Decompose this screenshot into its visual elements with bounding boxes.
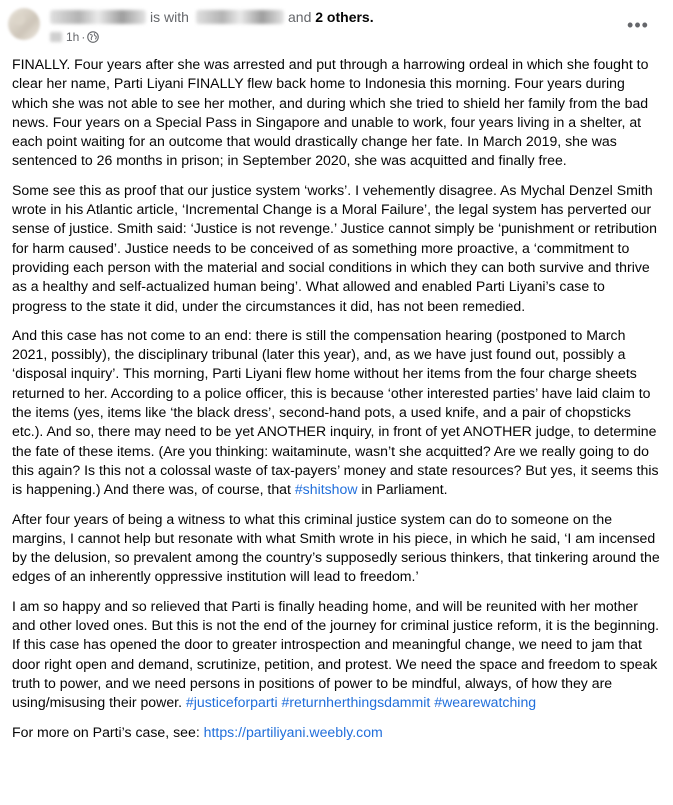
tagged-name-redacted[interactable] bbox=[196, 10, 284, 24]
post-paragraph bbox=[12, 723, 662, 742]
paragraph-text: For more on Parti’s case, see: bbox=[12, 723, 204, 740]
more-options-button[interactable] bbox=[623, 14, 653, 36]
more-icon: ••• bbox=[627, 15, 649, 35]
paragraph-text: in Parliament. bbox=[357, 481, 448, 498]
tagged-others[interactable] bbox=[288, 9, 374, 25]
paragraph-text: Some see this as proof that our justice system ‘works’. I vehemently disagree. As Mychal Denzel Smith wrote in his Atlantic article, ‘Incremental Change is a Moral Failure’, the legal system has perverted our sense of justice. Smith said: ‘Justice is not revenge.’ Justice cannot simply be ‘punishment or retribution for harm caused’. Justice needs to be conceived of as something more proactive, a ‘commitment to providing each person with the material and social conditions in which they can both survive and thrive as a healthy and self-actualized human being’. What allowed and enabled Parti Liyani’s case to progress to the state it did, under the circumstances it did, has not been remedied. bbox=[12, 181, 657, 314]
hashtag-link[interactable]: #justiceforparti bbox=[185, 694, 278, 711]
paragraph-text: And this case has not come to an end: there is still the compensation hearing (postponed to March 2021, possibly), the disciplinary tribunal (later this year), and, as we have just found out, possibly a ‘disposal inquiry’. This morning, Parti Liyani flew home without her items from the four charge sheets returned to her. According to a police officer, this is because ‘other interested parties’ have laid claim to the items (yes, items like ‘the black dress’, second-hand pots, a used knife, and a pair of chopsticks etc.). And so, there may need to be yet ANOTHER inquiry, in front of yet ANOTHER judge, to determine the fate of these items. (Are you thinking: waitaminute, wasn’t she acquitted? Are we really going to do this again? Is this not a colossal waste of tax-payers’ money and state resources? But yes, it seems this is happening.) And there was, of course, that bbox=[12, 326, 659, 498]
others-link[interactable]: 2 others. bbox=[315, 9, 374, 25]
globe-icon[interactable] bbox=[87, 31, 99, 43]
post-meta: 1h · bbox=[50, 30, 99, 44]
timestamp-redacted bbox=[50, 32, 62, 42]
and-text: and bbox=[288, 9, 312, 25]
post-paragraph bbox=[12, 597, 662, 713]
post-paragraph bbox=[12, 181, 662, 316]
post-time[interactable]: 1h bbox=[66, 30, 80, 44]
post-paragraph bbox=[12, 510, 662, 587]
hashtag-link[interactable]: #wearewatching bbox=[434, 694, 537, 711]
paragraph-text: FINALLY. Four years after she was arrested and put through a harrowing ordeal in which she fought to clear her name, Parti Liyani FINALLY flew back home to Indonesia this morning. Four years during which she was not able to see her mother, and during which she tried to shield her family from the bad news. Four years on a Special Pass in Singapore and unable to work, four years living in a shelter, at each point waiting for an outcome that would drastically change her fate. In March 2019, she was sentenced to 26 months in prison; in September 2020, she was acquitted and finally free. bbox=[12, 56, 649, 169]
paragraph-text: After four years of being a witness to what this criminal justice system can do to someone on the margins, I cannot help but resonate with what Smith wrote in his piece, in which he said, ‘I am incensed by the delusion, so prevalent among the country’s supposedly serious thinkers, that tinkering around the edges of an inherently oppressive institution will lead to freedom.’ bbox=[12, 510, 660, 585]
hashtag-link[interactable]: #returnherthingsdammit bbox=[281, 694, 431, 711]
url-link[interactable]: https://partiliyani.weebly.com bbox=[203, 723, 383, 740]
author-name-redacted[interactable] bbox=[50, 10, 146, 24]
post-body bbox=[12, 55, 662, 752]
paragraph-text: I am so happy and so relieved that Parti is finally heading home, and will be reunited with her mother and other loved ones. But this is not the end of the journey for criminal justice reform, it is the beginning. If this case has opened the door to greater introspection and meaningful change, we need to jam that door right open and demand, scrutinize, petition, and protest. We need the space and freedom to speak truth to power, and we need persons in positions of power to be mindful, always, of how they are using/misusing their power. bbox=[12, 597, 660, 711]
post-paragraph bbox=[12, 326, 662, 500]
post-header bbox=[0, 0, 673, 52]
hashtag-link[interactable]: #shitshow bbox=[294, 481, 358, 498]
author-avatar[interactable] bbox=[8, 8, 40, 40]
with-text: is with bbox=[150, 9, 189, 25]
post-paragraph bbox=[12, 55, 662, 171]
